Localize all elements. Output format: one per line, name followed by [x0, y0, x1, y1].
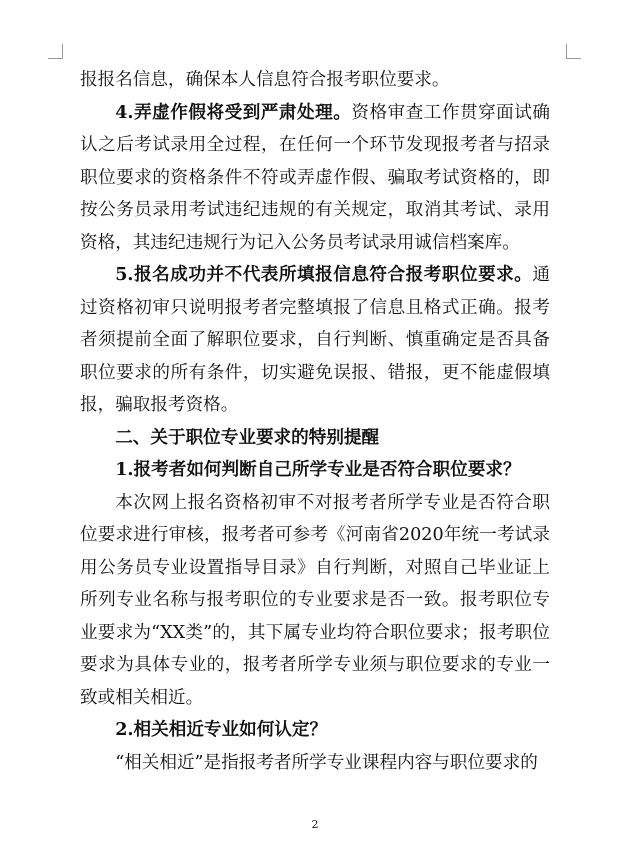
paragraph-text: 资格审查工作贯穿面试确认之后考试录用全过程，在任何一个环节发现报考者与招录职位要求的资格条件不符或弄虚作假、骗取考试资格的，即按公务员录用考试违纪违规的有关规定，取消其考试、录用资格，其违纪违规行为记入公务员考试录用诚信档案库。 [80, 102, 550, 253]
paragraph-continuation [80, 64, 550, 97]
page-number: 2 [311, 818, 319, 831]
paragraph-text: 通过资格初审只说明报考者完整填报了信息且格式正确。报考者须提前全面了解职位要求，自行判断、慎重确定是否具备职位要求的所有条件，切实避免误报、错报，更不能虚假填报，骗取报考资格。 [80, 265, 550, 415]
paragraph-item-5 [80, 259, 550, 422]
paragraph-lead: 4.弄虚作假将受到严肃处理。 [115, 101, 352, 123]
question-2-title: 2.相关相近专业如何认定？ [115, 719, 328, 740]
question-1-body: 本次网上报名资格初审不对报考者所学专业是否符合职位要求进行审核，报考者可参考《河南省2020年统一考试录用公务员专业设置指导目录》自行判断，对照自己毕业证上所列专业名称与报考职位的专业要求是否一致。报考职位专业要求为“XX类”的，其下属专业均符合职位要求；报考职位要求为具体专业的，报考者所学专业须与职位要求的专业一致或相关相近。 [80, 492, 550, 708]
section-heading: 二、关于职位专业要求的特别提醒 [115, 427, 380, 448]
crop-mark-top-right [566, 44, 581, 59]
paragraph-lead: 5.报名成功并不代表所填报信息符合报考职位要求。 [115, 264, 533, 285]
crop-mark-top-left [48, 44, 63, 59]
paragraph-item-4 [80, 97, 550, 260]
paragraph-text: 报报名信息，确保本人信息符合报考职位要求。 [80, 70, 450, 90]
document-body [80, 64, 550, 779]
question-2-body: “相关相近”是指报考者所学专业课程内容与职位要求的 [115, 752, 538, 773]
question-1-title: 1.报考者如何判断自己所学专业是否符合职位要求？ [115, 459, 521, 480]
